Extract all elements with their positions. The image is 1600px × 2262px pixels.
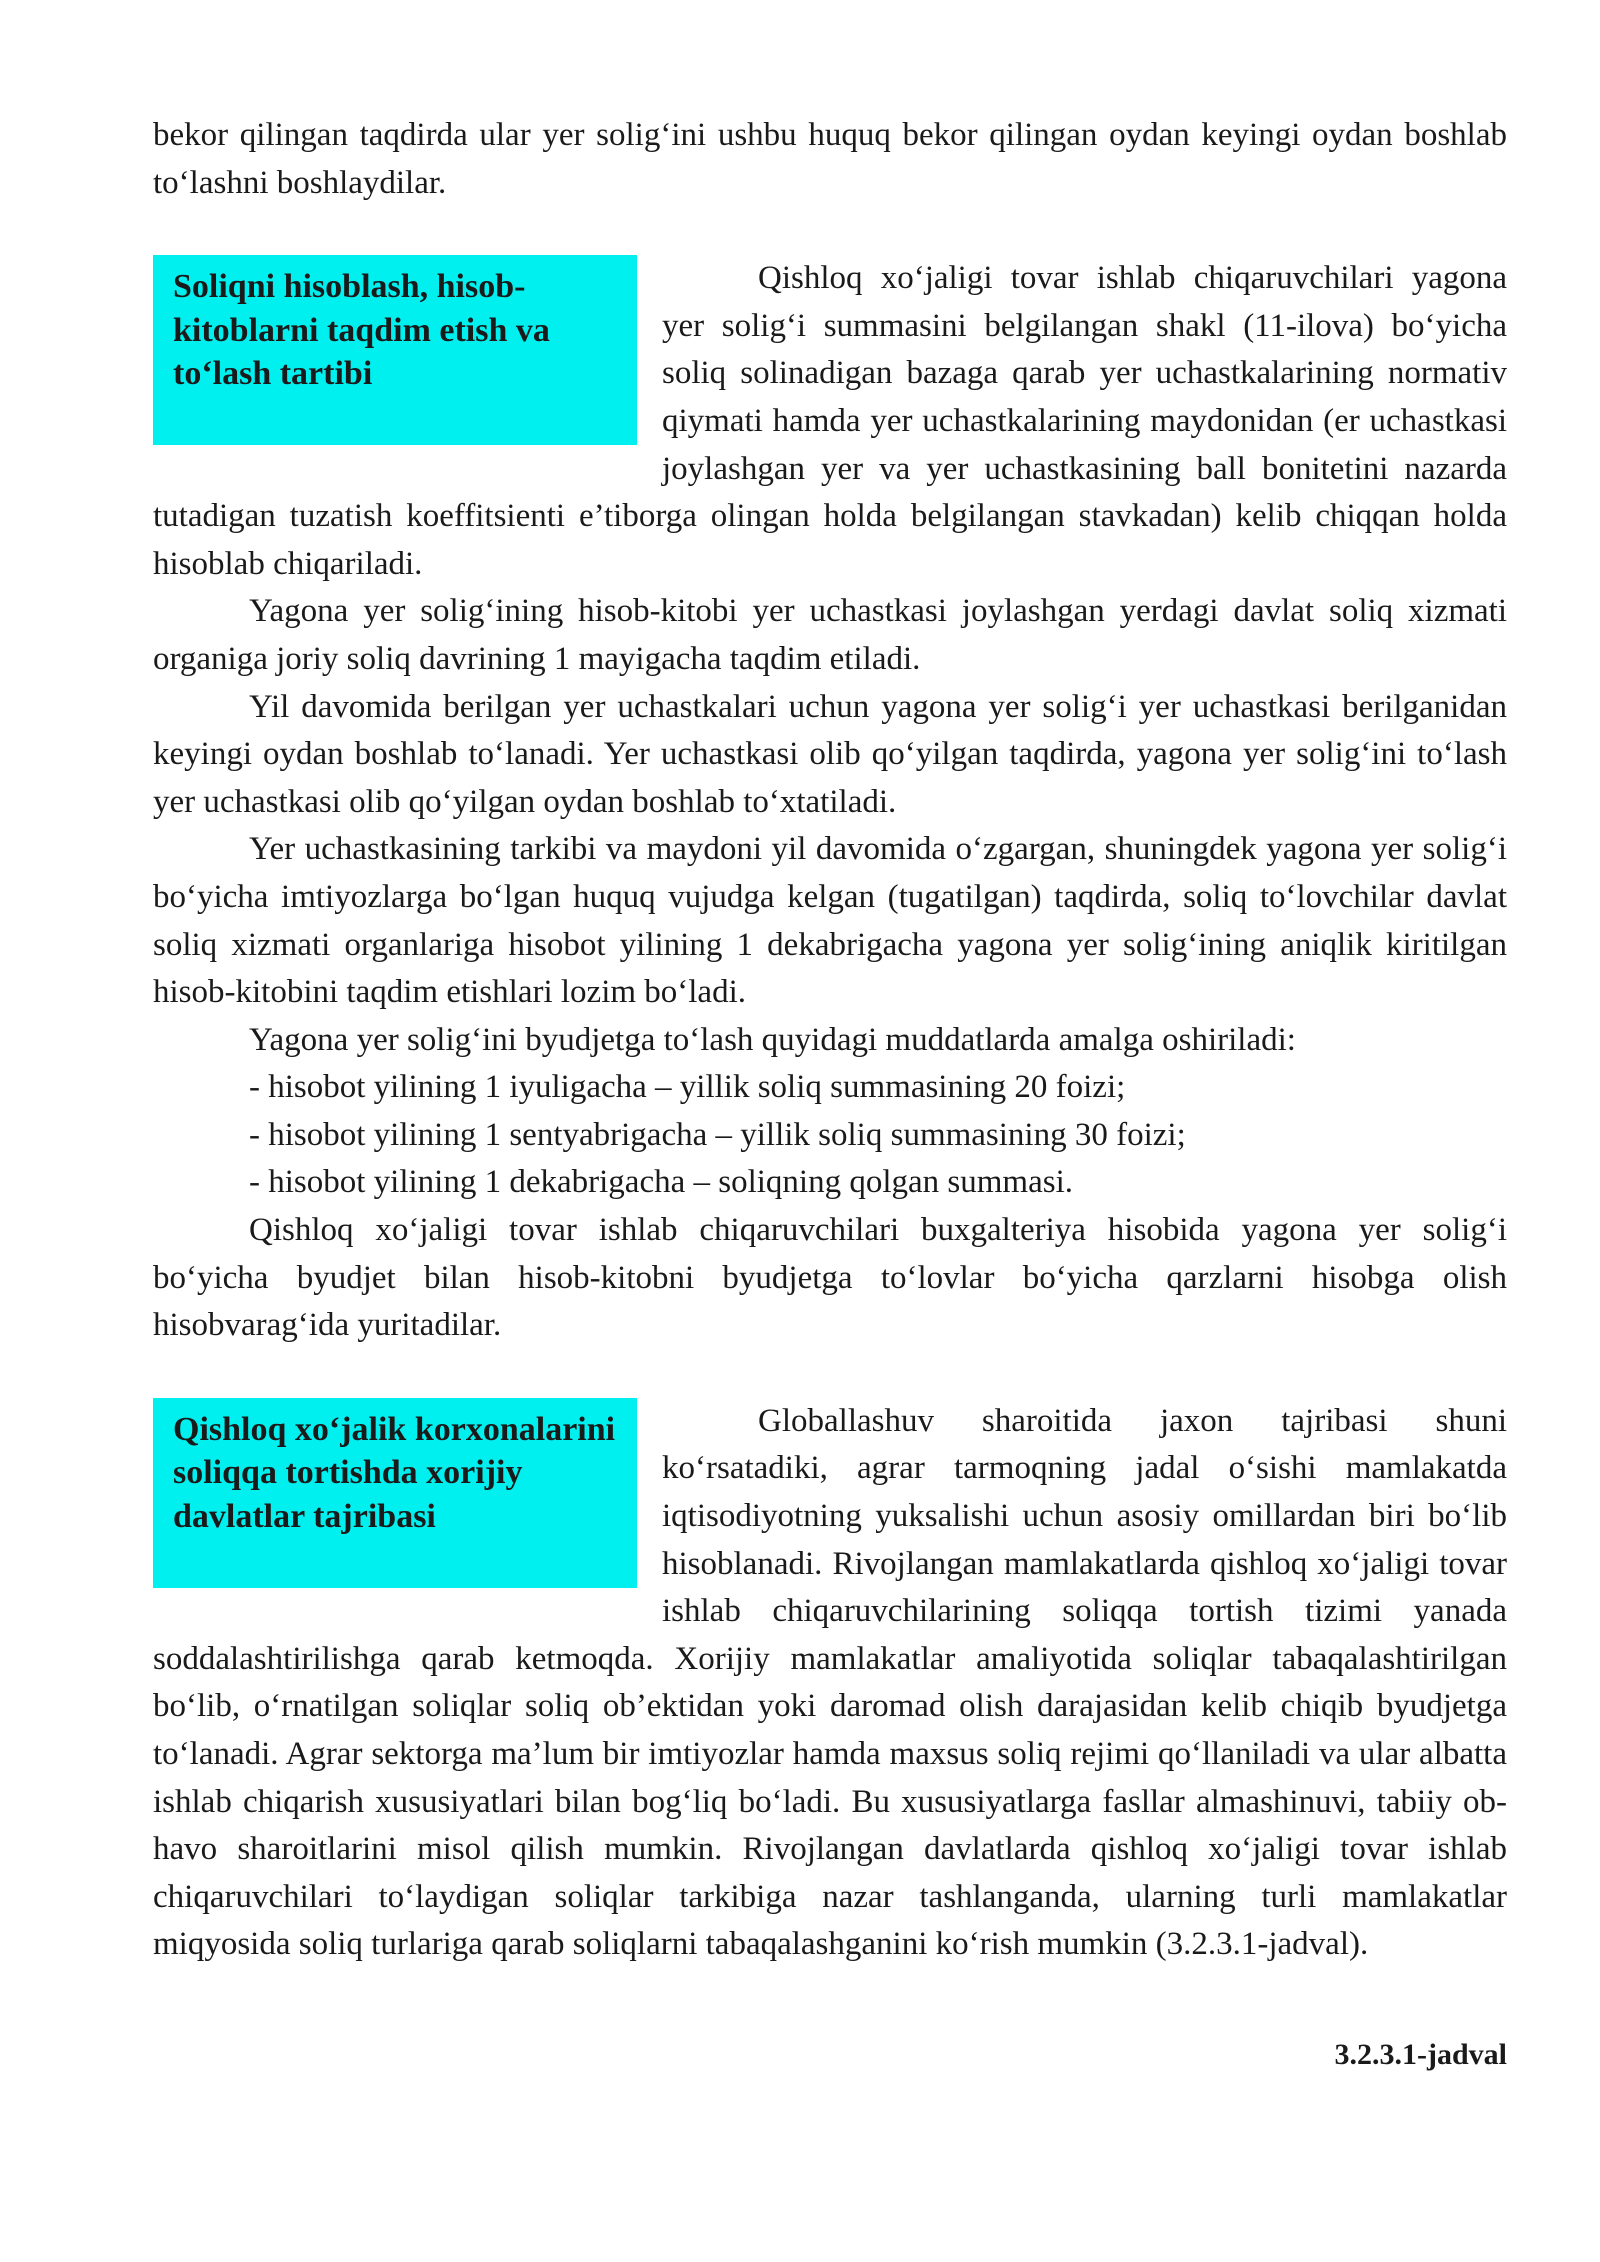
list-item: - hisobot yilining 1 dekabrigacha – soliqning qolgan summasi.: [249, 1164, 1073, 1201]
sidebox-calculation-procedure: [153, 255, 637, 445]
sidebox-title: Soliqni hisoblash, hisob-kitoblarni taqdim etish va to‘lash tartibi: [173, 268, 550, 393]
section-gap: [153, 207, 1507, 255]
paragraph-payment-schedule: Yagona yer solig‘ini byudjetga to‘lash quyidagi muddatlarda amalga oshiriladi:: [249, 1021, 1296, 1058]
list-item: - hisobot yilining 1 iyuligacha – yillik soliq summasining 20 foizi;: [249, 1069, 1126, 1106]
table-caption: 3.2.3.1-jadval: [1334, 2037, 1507, 2071]
sidebox-title: Qishloq xo‘jalik korxonalarini soliqqa tortishda xorijiy davlatlar tajribasi: [173, 1410, 616, 1535]
document-page: [153, 112, 1507, 2079]
paragraph-land-allocation: Yil davomida berilgan yer uchastkalari uchun yagona yer solig‘i yer uchastkasi berilganidan keyingi oydan boshlab to‘lanadi. Yer uchastkasi olib qo‘yilgan taqdirda, yagona yer solig‘ini to‘lash yer uchastkasi olib qo‘yilgan oydan boshlab to‘xtatiladi.: [153, 688, 1507, 820]
paragraph-land-change: Yer uchastkasining tarkibi va maydoni yil davomida o‘zgargan, shuningdek yagona yer solig‘i bo‘yicha imtiyozlarga bo‘lgan huquq vujudga kelgan (tugatilgan) taqdirda, soliq to‘lovchilar davlat soliq xizmati organlariga hisobot yilining 1 dekabrigacha yagona yer solig‘ining aniqlik kiritilgan hisob-kitobini taqdim etishlari lozim bo‘ladi.: [153, 831, 1507, 1011]
paragraph-globalization: Globallashuv sharoitida jaxon tajribasi shuni ko‘rsatadiki, agrar tarmoqning jadal o‘sishi mamlakatda iqtisodiyotning yuksalishi uchun asosiy omillardan biri bo‘lib hisoblanadi. Rivojlangan mamlakatlarda qishloq xo‘jaligi tovar ishlab chiqaruvchilarining soliqqa tortish tizimi yanada soddalashtirilishga qarab ketmoqda. Xorijiy mamlakatlar amaliyotida soliqlar tabaqalashtirilgan bo‘lib, o‘rnatilgan soliqlar soliq ob’ektidan yoki daromad olish darajasidan kelib chiqib byudjetga to‘lanadi. Agrar sektorga ma’lum bir imtiyozlar hamda maxsus soliq rejimi qo‘llaniladi va ular albatta ishlab chiqarish xususiyatlari bilan bog‘liq bo‘ladi. Bu xususiyatlarga fasllar almashinuvi, tabiiy ob-havo sharoitlarini misol qilish mumkin. Rivojlangan davlatlarda qishloq xo‘jaligi tovar ishlab chiqaruvchilari to‘laydigan soliqlar tarkibiga nazar tashlanganda, ularning turli mamlakatlar miqyosida soliq turlariga qarab soliqlarni tabaqalashganini ko‘rish mumkin (3.2.3.1-jadval).: [153, 1402, 1507, 1963]
paragraph-tax-calculation: Qishloq xo‘jaligi tovar ishlab chiqaruvchilari yagona yer solig‘i summasini belgilangan shakl (11-ilova) bo‘yicha soliq solinadigan bazaga qarab yer uchastkalarining normativ qiymati hamda yer uchastkalarining maydonidan (er uchastkasi joylashgan yer va yer uchastkasining ball bonitetini nazarda tutadigan tuzatish koeffitsienti e’tiborga olingan holda belgilangan stavkadan) kelib chiqqan holda hisoblab chiqariladi.: [153, 260, 1507, 582]
list-item: - hisobot yilining 1 sentyabrigacha – yillik soliq summasining 30 foizi;: [249, 1116, 1186, 1153]
intro-paragraph: bekor qilingan taqdirda ular yer solig‘ini ushbu huquq bekor qilingan oydan keyingi oydan boshlab to‘lashni boshlaydilar.: [153, 117, 1507, 201]
paragraph-tax-report: Yagona yer solig‘ining hisob-kitobi yer uchastkasi joylashgan yerdagi davlat soliq xizmati organiga joriy soliq davrining 1 mayigacha taqdim etiladi.: [153, 593, 1507, 677]
section-gap: [153, 1350, 1507, 1398]
sidebox-foreign-experience: [153, 1398, 637, 1588]
paragraph-accounting: Qishloq xo‘jaligi tovar ishlab chiqaruvchilari buxgalteriya hisobida yagona yer solig‘i bo‘yicha byudjet bilan hisob-kitobni byudjetga to‘lovlar bo‘yicha qarzlarni hisobga olish hisobvarag‘ida yuritadilar.: [153, 1212, 1507, 1344]
